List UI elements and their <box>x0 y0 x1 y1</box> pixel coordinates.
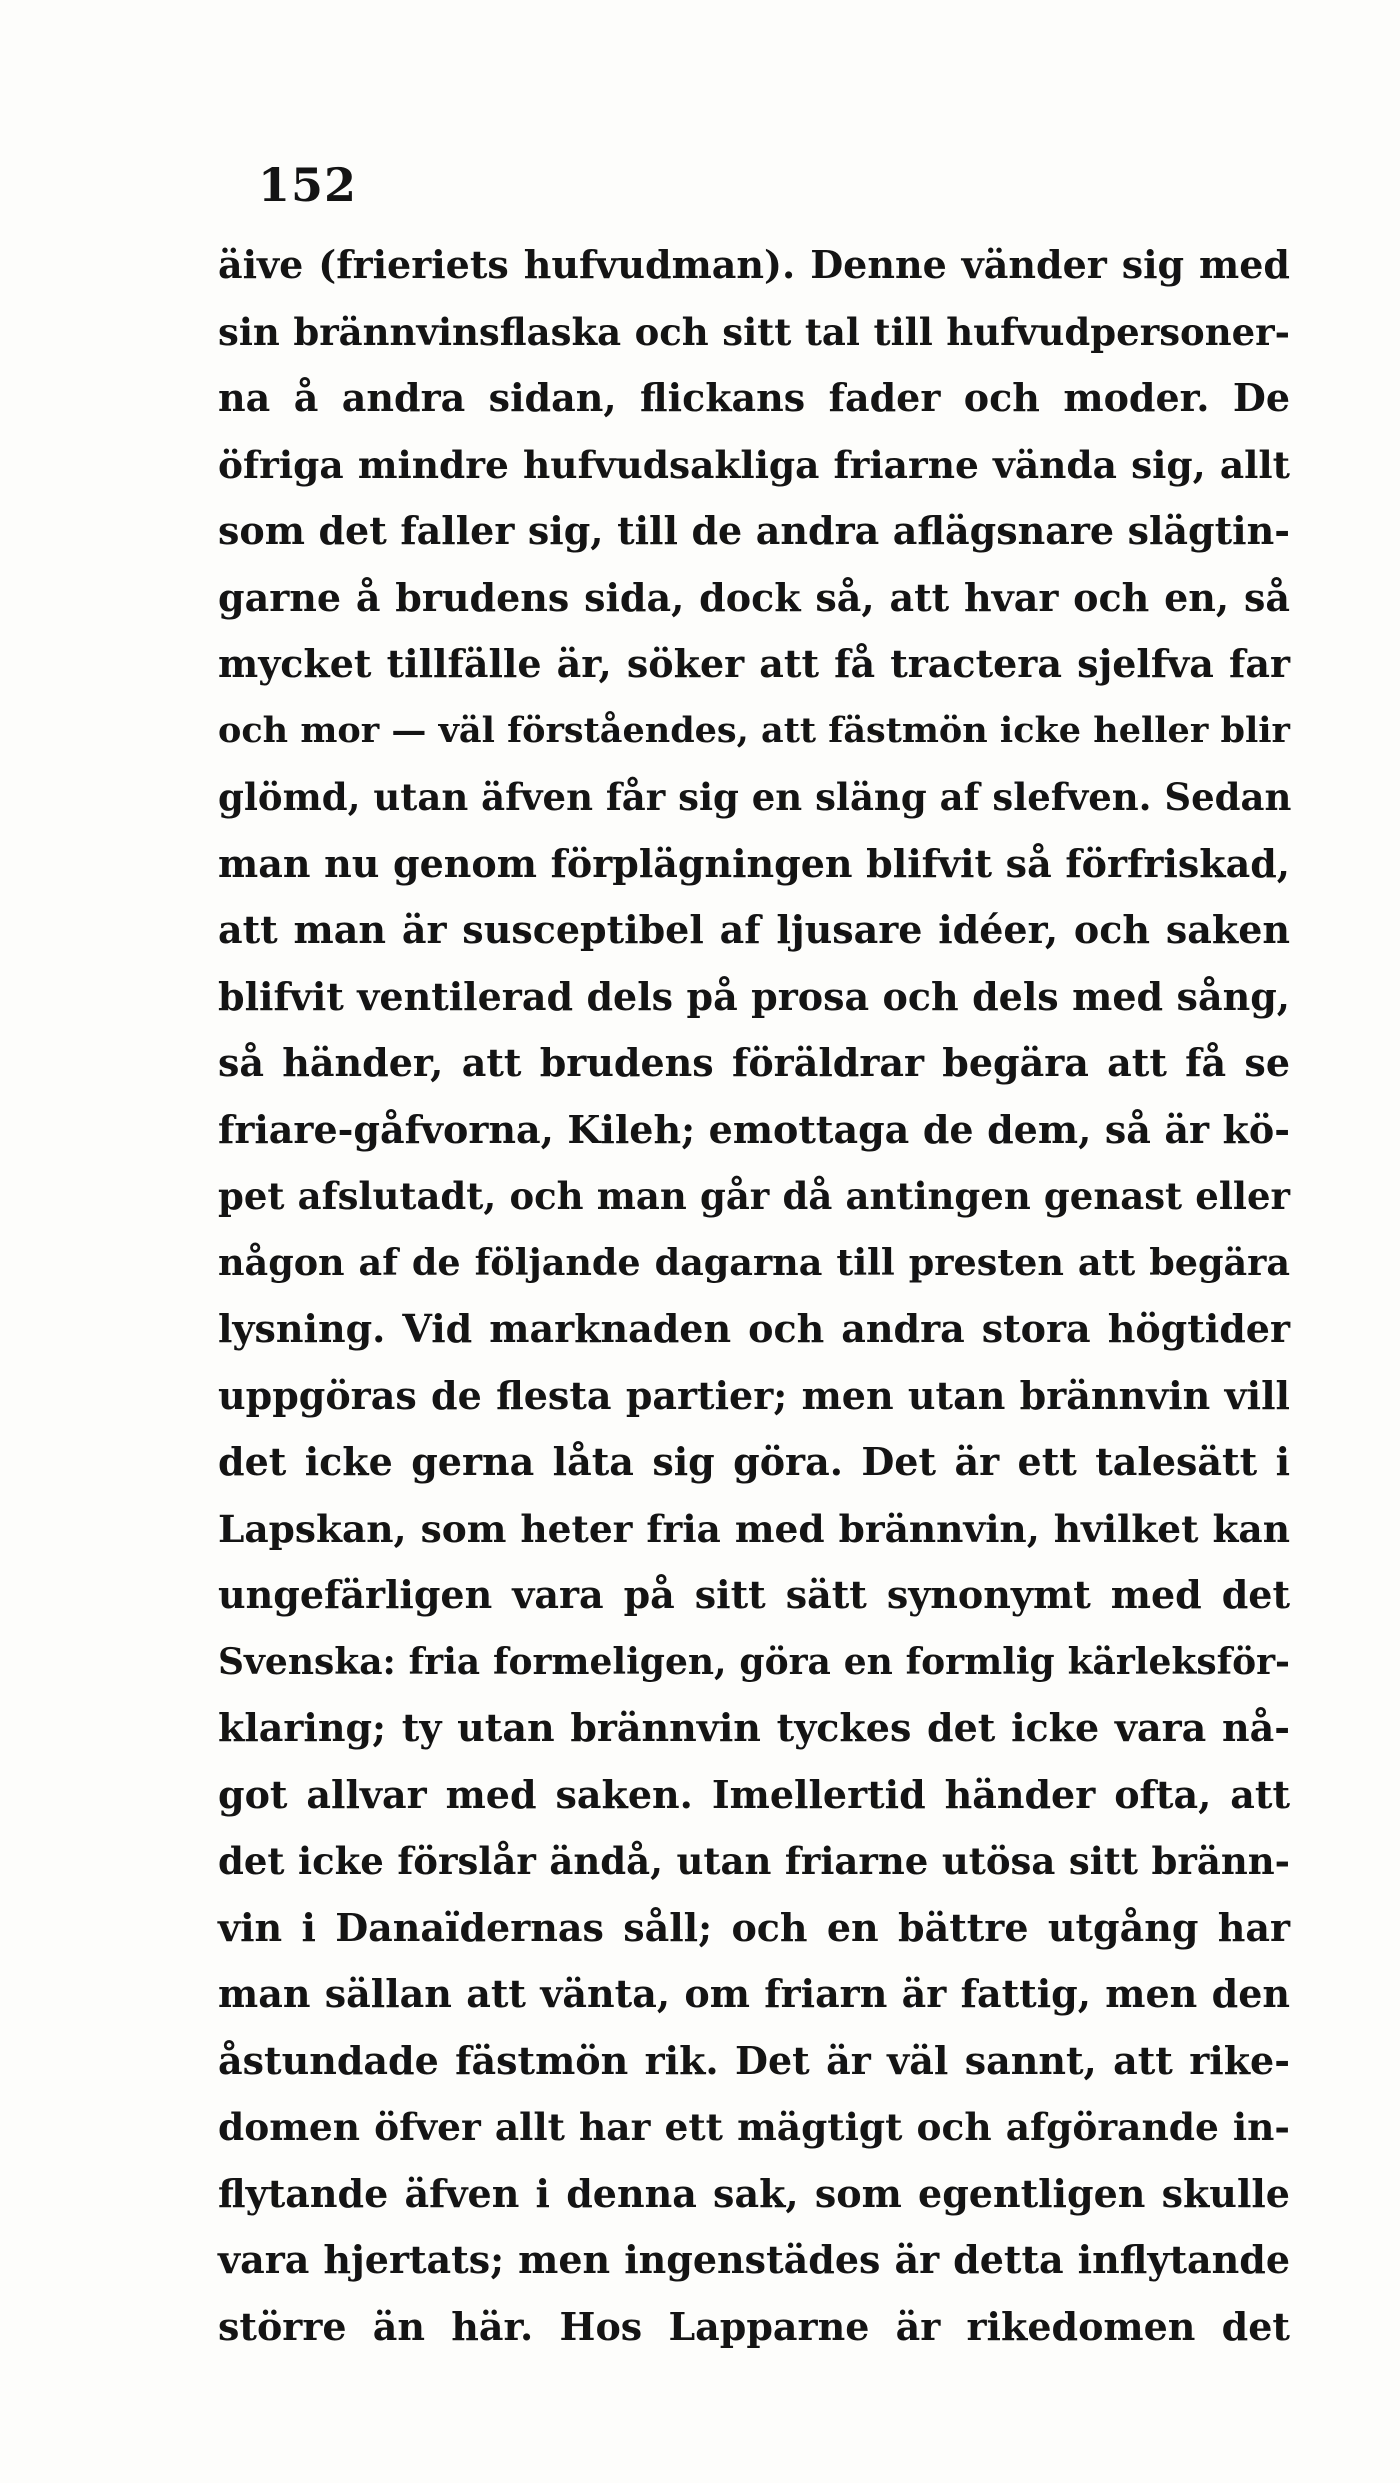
text-line: det icke gerna låta sig göra. Det är ett talesätt i <box>218 1439 1290 1484</box>
text-line: Svenska: fria formeligen, göra en formlig kärleksför- <box>218 1640 1290 1683</box>
text-line: Lapskan, som heter fria med brännvin, hvilket kan <box>218 1506 1290 1551</box>
text-line: flytande äfven i denna sak, som egentligen skulle <box>218 2170 1290 2216</box>
text-line: man sällan att vänta, om friarn är fattig, men den <box>218 1971 1290 2016</box>
text-line: man nu genom förplägningen blifvit så förfriskad, <box>218 840 1290 886</box>
text-line: åstundade fästmön rik. Det är väl sannt, att rike- <box>218 2037 1290 2083</box>
text-line: som det faller sig, till de andra aflägsnare slägtin- <box>218 508 1290 553</box>
text-line: domen öfver allt har ett mägtigt och afgörande in- <box>218 2105 1290 2149</box>
text-line: na å andra sidan, flickans fader och moder. De <box>218 375 1290 420</box>
text-line: klaring; ty utan brännvin tyckes det icke vara nå- <box>218 1705 1290 1750</box>
text-line: garne å brudens sida, dock så, att hvar och en, så <box>218 574 1290 620</box>
text-line: vin i Danaïdernas såll; och en bättre utgång har <box>218 1904 1290 1950</box>
text-line: friare-gåfvorna, Kileh; emottaga de dem, så är kö- <box>218 1106 1290 1152</box>
text-line: mycket tillfälle är, söker att få tractera sjelfva far <box>218 641 1290 686</box>
text-line: glömd, utan äfven får sig en släng af slefven. Sedan <box>218 775 1292 819</box>
text-line: lysning. Vid marknaden och andra stora högtider <box>218 1306 1290 1351</box>
text-line: och mor — väl förståendes, att fästmön icke heller blir <box>218 709 1290 751</box>
text-line: pet afslutadt, och man går då antingen genast eller <box>218 1174 1290 1218</box>
text-line: sin brännvinsflaska och sitt tal till hufvudpersoner- <box>218 309 1290 354</box>
text-line: äive (frieriets hufvudman). Denne vänder sig med <box>218 242 1290 287</box>
text-line: uppgöras de flesta partier; men utan brännvin vill <box>218 1372 1290 1418</box>
text-line: got allvar med saken. Imellertid händer ofta, att <box>218 1771 1290 1817</box>
text-line: någon af de följande dagarna till presten att begära <box>218 1240 1290 1284</box>
text-line: det icke förslår ändå, utan friarne utösa sitt bränn- <box>218 1839 1290 1883</box>
text-line: större än här. Hos Lapparne är rikedomen det <box>218 2303 1290 2349</box>
text-line: ungefärligen vara på sitt sätt synonymt med det <box>218 1572 1290 1617</box>
body-text <box>218 232 1290 2360</box>
text-line: vara hjertats; men ingenstädes är detta inflytande <box>218 2237 1290 2282</box>
text-line: att man är susceptibel af ljusare idéer, och saken <box>218 907 1290 952</box>
page-number: 152 <box>258 158 358 212</box>
text-line: så händer, att brudens föräldrar begära att få se <box>218 1040 1290 1085</box>
text-line: öfriga mindre hufvudsakliga friarne vända sig, allt <box>218 442 1290 487</box>
text-line: blifvit ventilerad dels på prosa och dels med sång, <box>218 973 1290 1019</box>
